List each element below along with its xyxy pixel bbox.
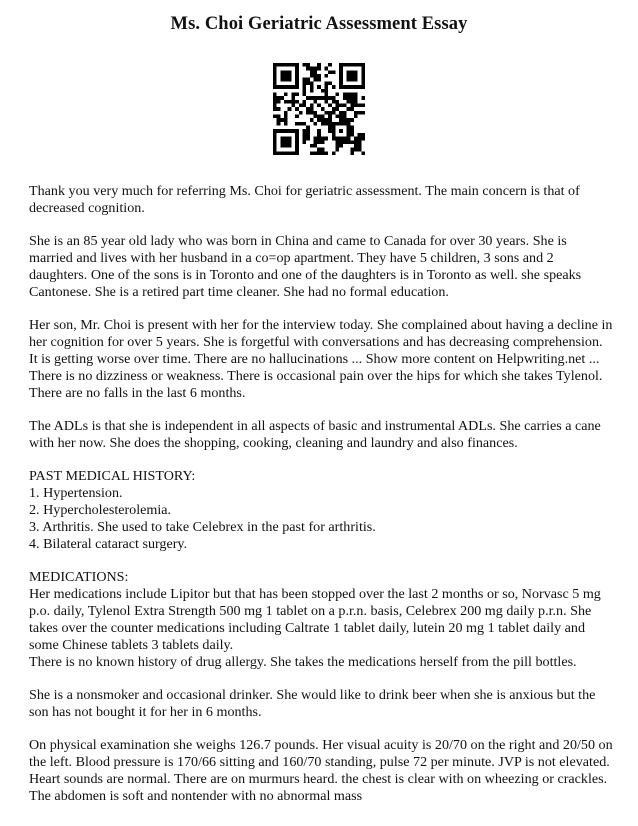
paragraph-physical-exam: On physical examination she weighs 126.7 pounds. Her visual acuity is 20/70 on the right and 20/50 on the left. Blood pressure is 170/66 sitting and 160/70 standing, pulse 72 per minute. JVP is not elevated. Heart sounds are normal. There are on murmurs heard. the chest is clear with on wheezing or crackles. The abdomen is soft and nontender with no abnormal mass (29, 737, 613, 804)
section-past-medical-history (29, 468, 613, 553)
paragraph-social-history: She is a nonsmoker and occasional drinker. She would like to drink beer when she is anxious but the son has not bought it for her in 6 months. (29, 687, 596, 720)
paragraph-adls: The ADLs is that she is independent in all aspects of basic and instrumental ADLs. She carries a cane with her now. She does the shopping, cooking, cleaning and laundry and also finances. (29, 418, 601, 451)
qr-code (273, 63, 365, 155)
section-heading: PAST MEDICAL HISTORY: (29, 468, 196, 484)
list-item: 4. Bilateral cataract surgery. (29, 536, 188, 552)
paragraph-referral: Thank you very much for referring Ms. Choi for geriatric assessment. The main concern is that of decreased cognition. (29, 183, 580, 216)
medications-text: Her medications include Lipitor but that has been stopped over the last 2 months or so, Norvasc 5 mg p.o. daily, Tylenol Extra Strength 500 mg 1 tablet on a p.r.n. basis, Celebrex 200 mg daily p.r.n. She takes over the counter medications including Caltrate 1 tablet daily, lutein 20 mg 1 tablet daily and some Chinese tablets 3 tablets daily. (29, 586, 601, 653)
section-heading: MEDICATIONS: (29, 569, 129, 585)
list-item: 2. Hypercholesterolemia. (29, 502, 172, 518)
paragraph-symptoms: There is no dizziness or weakness. There is occasional pain over the hips for which she takes Tylenol. There are no falls in the last 6 months. (29, 368, 603, 401)
paragraph-history: Her son, Mr. Choi is present with her for the interview today. She complained about having a decline in her cognition for over 5 years. She is forgetful with conversations and has decreasing comprehension. It is getting worse over time. There are no hallucinations ... Show more content on Helpwriting.net ... (29, 317, 613, 367)
paragraph-background: She is an 85 year old lady who was born in China and came to Canada for over 30 years. She is married and lives with her husband in a co=op apartment. They have 5 children, 3 sons and 2 daughters. One of the sons is in Toronto and one of the daughters is in Toronto as well. she speaks Cantonese. She is a retired part time cleaner. She had no formal education. (29, 233, 582, 300)
qr-code-icon (273, 63, 365, 155)
section-medications (29, 569, 613, 671)
allergy-text: There is no known history of drug allergy. She takes the medications herself from the pill bottles. (29, 654, 577, 670)
list-item: 3. Arthritis. She used to take Celebrex in the past for arthritis. (29, 519, 376, 535)
page-title: Ms. Choi Geriatric Assessment Essay (170, 14, 468, 34)
list-item: 1. Hypertension. (29, 485, 123, 501)
essay-body (29, 183, 613, 821)
